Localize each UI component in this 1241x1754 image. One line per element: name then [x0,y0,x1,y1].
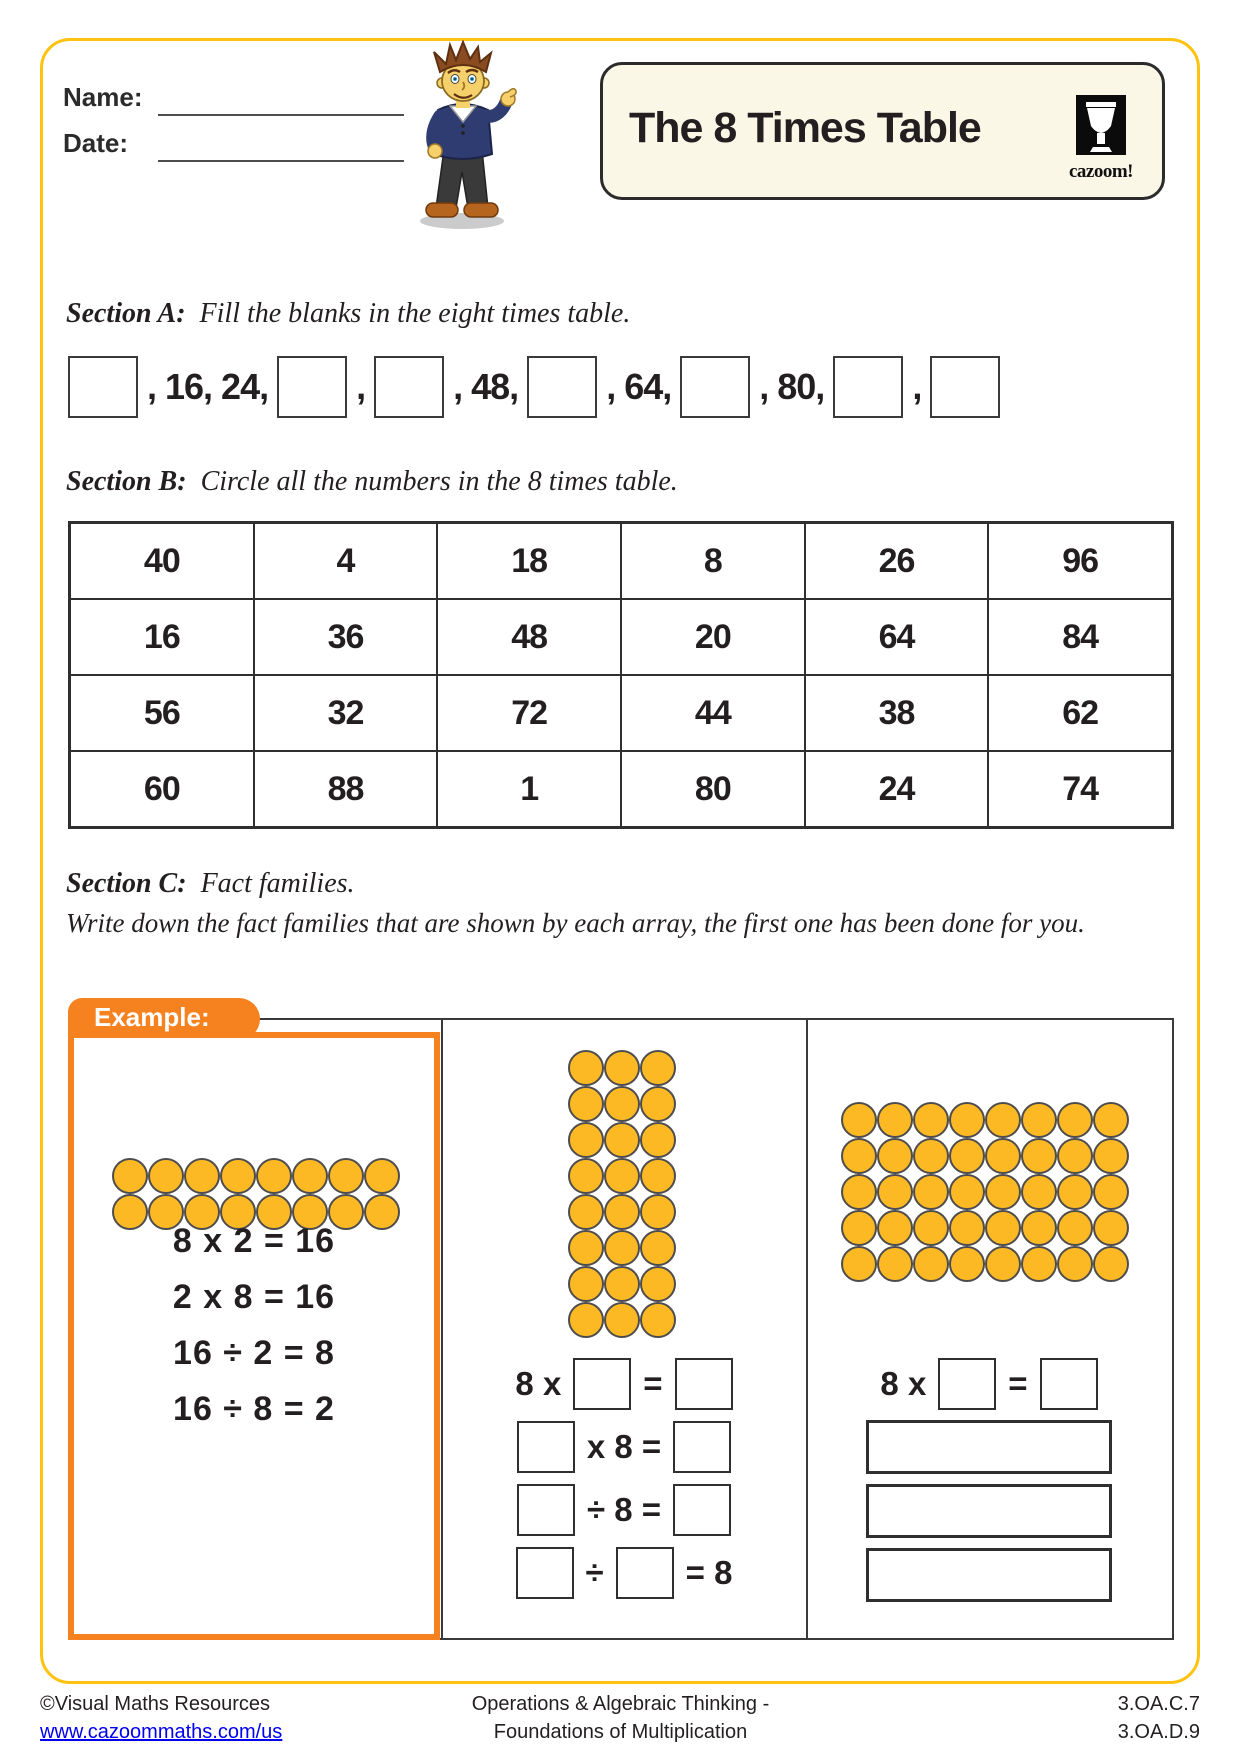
answer-box[interactable] [616,1547,674,1599]
counter-dot [568,1302,604,1338]
number-cell[interactable]: 96 [988,523,1172,599]
equation-text: 16 ÷ 8 = 2 [173,1390,335,1428]
counter-dot [568,1194,604,1230]
number-cell[interactable]: 40 [70,523,254,599]
answer-line-box[interactable] [866,1548,1112,1602]
equation-text: = [643,1365,663,1402]
sequence-number: , 48, [453,366,519,407]
section-a-label: Section A: [66,298,186,329]
counter-dot [1093,1246,1129,1282]
counter-dot [1057,1138,1093,1174]
equation-row [866,1484,1112,1538]
counter-dot [1021,1138,1057,1174]
counter-dot [604,1230,640,1266]
equation-text: 8 x [880,1365,927,1402]
counter-dot [364,1158,400,1194]
counter-dot [220,1158,256,1194]
standard-code-1: 3.OA.C.7 [1117,1693,1200,1715]
counter-dot [604,1158,640,1194]
answer-box[interactable] [1040,1358,1098,1410]
counter-dot [568,1122,604,1158]
answer-box[interactable] [516,1547,574,1599]
counter-dot [985,1246,1021,1282]
counter-dot [568,1158,604,1194]
counter-dot [1021,1246,1057,1282]
counter-dot [949,1138,985,1174]
counter-dot [148,1158,184,1194]
counter-dot [841,1246,877,1282]
answer-line-box[interactable] [866,1484,1112,1538]
counter-dot [604,1050,640,1086]
number-cell[interactable]: 72 [437,675,621,751]
logo-wordmark: cazoom! [1068,161,1134,182]
sequence-number: , 80, [759,366,825,407]
section-c-instruction: Fact families. [200,868,355,899]
equation-text: ÷ 8 = [586,1491,662,1528]
worksheet-title: The 8 Times Table [629,104,981,152]
sequence-number: , [912,366,922,407]
counter-dot [1093,1102,1129,1138]
sequence-number: , 64, [606,366,672,407]
section-b-label: Section B: [66,466,187,497]
number-cell[interactable]: 62 [988,675,1172,751]
counter-dot [1057,1210,1093,1246]
counter-dot [985,1102,1021,1138]
number-cell[interactable]: 88 [254,751,438,827]
counter-dot [985,1138,1021,1174]
counter-dot [112,1158,148,1194]
answer-box[interactable] [938,1358,996,1410]
sequence-row [68,354,1176,420]
number-cell[interactable]: 84 [988,599,1172,675]
counter-dot [640,1050,676,1086]
answer-box[interactable] [517,1421,575,1473]
counter-dot [568,1266,604,1302]
number-cell[interactable]: 26 [805,523,989,599]
counter-dot [256,1158,292,1194]
counter-dot [1093,1174,1129,1210]
copyright-text: ©Visual Maths Resources [40,1693,271,1715]
section-c-description: Write down the fact families that are shown by each array, the first one has been done for you. [66,908,1085,938]
counter-dot [640,1122,676,1158]
counter-dot [640,1302,676,1338]
example-tab-label: Example: [94,1002,210,1032]
number-cell[interactable]: 16 [70,599,254,675]
answer-box[interactable] [673,1484,731,1536]
counter-dot [640,1230,676,1266]
name-label: Name: [63,82,143,112]
number-cell[interactable]: 18 [437,523,621,599]
footer-topic [0,1690,1241,1746]
number-cell[interactable]: 48 [437,599,621,675]
equation-row [173,1334,335,1373]
counter-dot [877,1210,913,1246]
answer-box[interactable] [930,356,1000,418]
footer-standards [1118,1690,1200,1746]
counter-dot [877,1138,913,1174]
counter-dot [1057,1174,1093,1210]
equation-text: 8 x 2 = 16 [172,1222,336,1260]
date-label: Date: [63,128,129,158]
counter-dot [568,1086,604,1122]
counter-dot [1057,1246,1093,1282]
number-grid [68,521,1174,829]
dot-array-2 [568,1050,676,1338]
counter-dot [568,1050,604,1086]
cazoom-logo [1062,95,1140,183]
equation-text: 2 x 8 = 16 [172,1278,336,1316]
answer-line-box[interactable] [866,1420,1112,1474]
standard-code-2: 3.OA.D.9 [1117,1721,1200,1743]
equation-row [173,1390,335,1429]
equation-text: 16 ÷ 2 = 8 [173,1334,335,1372]
number-cell[interactable]: 64 [805,599,989,675]
counter-dot [985,1210,1021,1246]
answer-box[interactable] [833,356,903,418]
number-cell[interactable]: 44 [621,675,805,751]
cartoon-boy-mascot [398,40,534,232]
counter-dot [913,1138,949,1174]
counter-dot [184,1158,220,1194]
counter-dot [640,1266,676,1302]
equation-row [517,1421,731,1473]
counter-dot [949,1210,985,1246]
counter-dot [949,1174,985,1210]
number-cell[interactable]: 36 [254,599,438,675]
counter-dot [1093,1138,1129,1174]
number-cell[interactable]: 60 [70,751,254,827]
answer-box[interactable] [675,1358,733,1410]
counter-dot [1021,1210,1057,1246]
number-cell[interactable]: 38 [805,675,989,751]
counter-dot [841,1210,877,1246]
counter-dot [841,1174,877,1210]
number-cell[interactable]: 74 [988,751,1172,827]
counter-dot [913,1174,949,1210]
equation-text: 8 x [515,1365,562,1402]
counter-dot [841,1102,877,1138]
sequence-number: , [356,366,366,407]
answer-box[interactable] [673,1421,731,1473]
equation-row [517,1484,731,1536]
answer-box[interactable] [517,1484,575,1536]
counter-dot [328,1158,364,1194]
counter-dot [604,1194,640,1230]
section-a-heading [66,298,630,330]
counter-dot [913,1210,949,1246]
answer-box[interactable] [680,356,750,418]
equation-row [880,1358,1097,1410]
counter-dot [877,1174,913,1210]
answer-box[interactable] [68,356,138,418]
section-c-label: Section C: [66,868,187,899]
date-input-line[interactable] [158,160,404,162]
counter-dot [604,1302,640,1338]
answer-box[interactable] [573,1358,631,1410]
counter-dot [913,1246,949,1282]
topic-line-1: Operations & Algebraic Thinking - [471,1693,770,1715]
equations-example [84,1222,424,1429]
counter-dot [1021,1102,1057,1138]
number-cell[interactable]: 4 [254,523,438,599]
counter-dot [1093,1210,1129,1246]
number-cell[interactable]: 20 [621,599,805,675]
counter-dot [949,1246,985,1282]
answer-box[interactable] [277,356,347,418]
panel-divider [441,1020,443,1638]
number-cell[interactable]: 1 [437,751,621,827]
djembe-drum-icon [1076,95,1126,155]
counter-dot [604,1266,640,1302]
number-cell[interactable]: 80 [621,751,805,827]
counter-dot [1057,1102,1093,1138]
equation-row [866,1420,1112,1474]
number-cell[interactable]: 32 [254,675,438,751]
counter-dot [292,1158,328,1194]
website-link[interactable]: www.cazoommaths.com/us [40,1721,283,1743]
equation-row [173,1222,335,1261]
equation-row [515,1358,732,1410]
answer-box[interactable] [527,356,597,418]
counter-dot [640,1158,676,1194]
equation-row [173,1278,335,1317]
number-cell[interactable]: 24 [805,751,989,827]
counter-dot [949,1102,985,1138]
section-a-instruction: Fill the blanks in the eight times table. [199,298,631,329]
counter-dot [913,1102,949,1138]
topic-line-2: Foundations of Multiplication [493,1721,748,1743]
equation-row [866,1548,1112,1602]
counter-dot [568,1230,604,1266]
equation-text: x 8 = [586,1428,662,1465]
equation-text: = 8 [685,1554,733,1591]
section-b-heading [66,466,678,498]
counter-dot [841,1138,877,1174]
section-b-instruction: Circle all the numbers in the 8 times table. [200,466,678,497]
equation-text: = [1008,1365,1028,1402]
title-box [600,62,1165,200]
counter-dot [640,1194,676,1230]
counter-dot [1021,1174,1057,1210]
name-input-line[interactable] [158,114,404,116]
answer-box[interactable] [374,356,444,418]
counter-dot [985,1174,1021,1210]
number-cell[interactable]: 8 [621,523,805,599]
equations-panel-3 [805,1358,1173,1602]
counter-dot [877,1246,913,1282]
counter-dot [604,1122,640,1158]
sequence-number: , 16, 24, [147,366,269,407]
equation-text: ÷ [585,1554,604,1591]
dot-array-example [112,1158,400,1230]
counter-dot [640,1086,676,1122]
dot-array-3 [841,1102,1129,1282]
counter-dot [877,1102,913,1138]
equations-panel-2 [448,1358,800,1599]
section-c-heading [66,868,355,900]
number-cell[interactable]: 56 [70,675,254,751]
equation-row [516,1547,733,1599]
counter-dot [604,1086,640,1122]
